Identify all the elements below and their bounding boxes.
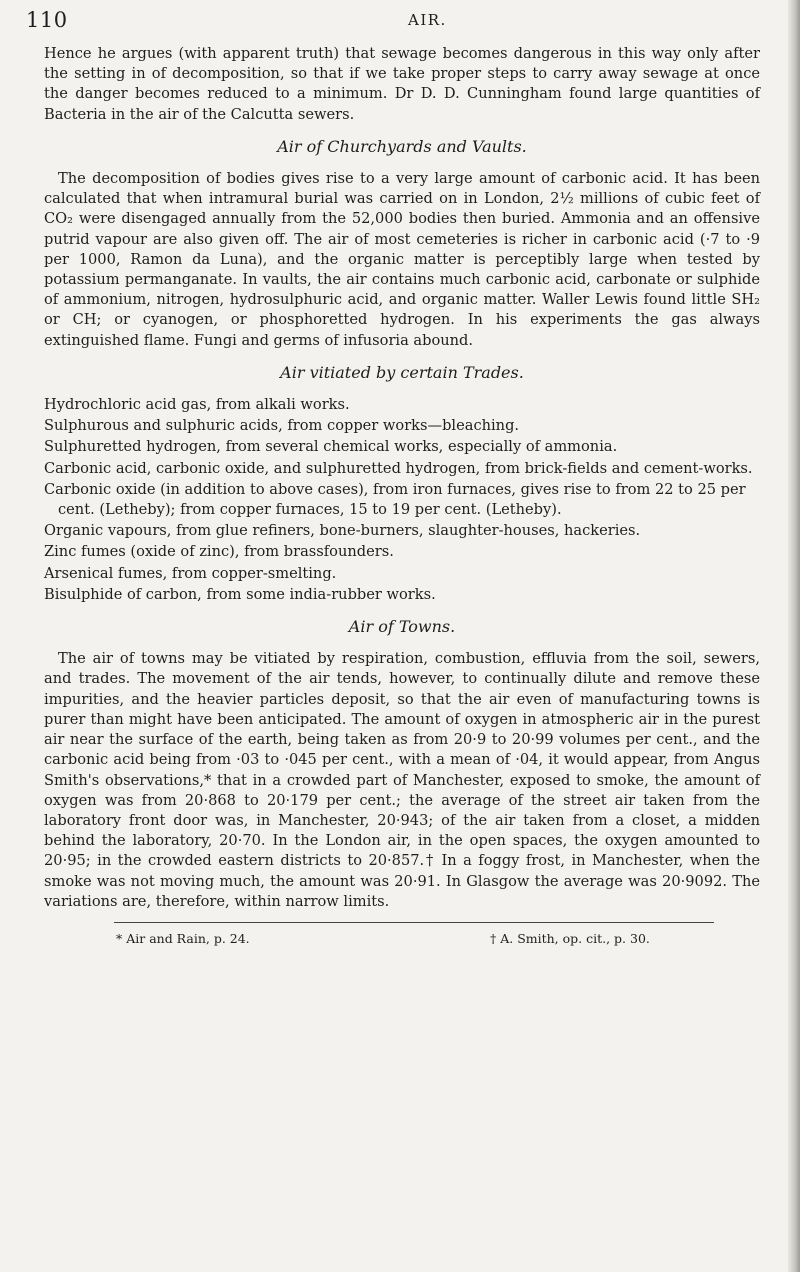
- footnote-right: † A. Smith, op. cit., p. 30.: [490, 930, 650, 946]
- page-header: [26, 8, 766, 34]
- trades-list-item: Hydrochloric acid gas, from alkali works.: [44, 396, 350, 414]
- footnote-left: * Air and Rain, p. 24.: [116, 930, 250, 946]
- section-heading-churchyards: Air of Churchyards and Vaults.: [277, 136, 527, 156]
- running-head: AIR.: [408, 11, 447, 29]
- footnotes: [44, 929, 760, 953]
- trades-list-item: Sulphuretted hydrogen, from several chemical works, especially of ammonia.: [44, 438, 618, 456]
- page-number: 110: [26, 8, 68, 32]
- page-edge-shadow: [788, 0, 800, 1272]
- trades-list-item: Carbonic oxide (in addition to above cases), from iron furnaces, gives rise to from 22 to 25 per cent. (Letheby); from copper furnaces, 15 to 19 per cent. (Letheby).: [44, 480, 746, 519]
- churchyards-paragraph: The decomposition of bodies gives rise to a very large amount of carbonic acid. It has been calculated that when intramural burial was carried on in London, 2½ millions of cubic feet of CO₂ were disengaged annually from the 52,000 bodies then buried. Ammonia and an offensive putrid vapour are also given off. The air of most cemeteries is richer in carbonic acid (·7 to ·9 per 1000, Ramon da Luna), and the organic matter is perceptibly large when tested by potassium permanganate. In vaults, the air contains much carbonic acid, carbonate or sulphide of ammonium, nitrogen, hydrosulphuric acid, and organic matter. Waller Lewis found little SH₂ or CH; or cyanogen, or phosphoretted hydrogen. In his experiments the gas always extinguished flame. Fungi and germs of infusoria abound.: [44, 170, 760, 349]
- trades-list-item: Carbonic acid, carbonic oxide, and sulphuretted hydrogen, from brick-fields and cement-works.: [44, 459, 753, 477]
- trades-list-item: Zinc fumes (oxide of zinc), from brassfounders.: [44, 543, 394, 561]
- section-heading-towns: Air of Towns.: [348, 617, 456, 637]
- trades-list-item: Sulphurous and sulphuric acids, from copper works—bleaching.: [44, 417, 520, 435]
- trades-list: [44, 395, 760, 605]
- intro-paragraph: Hence he argues (with apparent truth) that sewage becomes dangerous in this way only after the setting in of decomposition, so that if we take proper steps to carry away sewage at once the danger becomes reduced to a minimum. Dr D. D. Cunningham found large quantities of Bacteria in the air of the Calcutta sewers.: [44, 45, 760, 123]
- trades-list-item: Bisulphide of carbon, from some india-rubber works.: [44, 585, 436, 603]
- footnote-rule: [114, 922, 714, 923]
- towns-paragraph: The air of towns may be vitiated by respiration, combustion, effluvia from the soil, sewers, and trades. The movement of the air tends, however, to continually dilute and remove these impurities, and the heavier particles deposit, so that the air even of manufacturing towns is purer than might have been anticipated. The amount of oxygen in atmospheric air in the purest air near the surface of the earth, being taken as from 20·9 to 20·99 volumes per cent., and the carbonic acid being from ·03 to ·045 per cent., with a mean of ·04, it would appear, from Angus Smith's observations,* that in a crowded part of Manchester, exposed to smoke, the amount of oxygen was from 20·868 to 20·179 per cent.; the average of the street air taken from the laboratory front door was, in Manchester, 20·943; of the air taken from a closet, a midden behind the laboratory, 20·70. In the London air, in the open spaces, the oxygen amounted to 20·95; in the crowded eastern districts to 20·857.† In a foggy frost, in Manchester, when the smoke was not moving much, the amount was 20·91. In Glasgow the average was 20·9092. The variations are, therefore, within narrow limits.: [44, 650, 760, 910]
- section-heading-trades: Air vitiated by certain Trades.: [280, 362, 524, 382]
- page-body: [44, 44, 760, 953]
- trades-list-item: Arsenical fumes, from copper-smelting.: [44, 564, 337, 582]
- trades-list-item: Organic vapours, from glue refiners, bone-burners, slaughter-houses, hackeries.: [44, 522, 641, 540]
